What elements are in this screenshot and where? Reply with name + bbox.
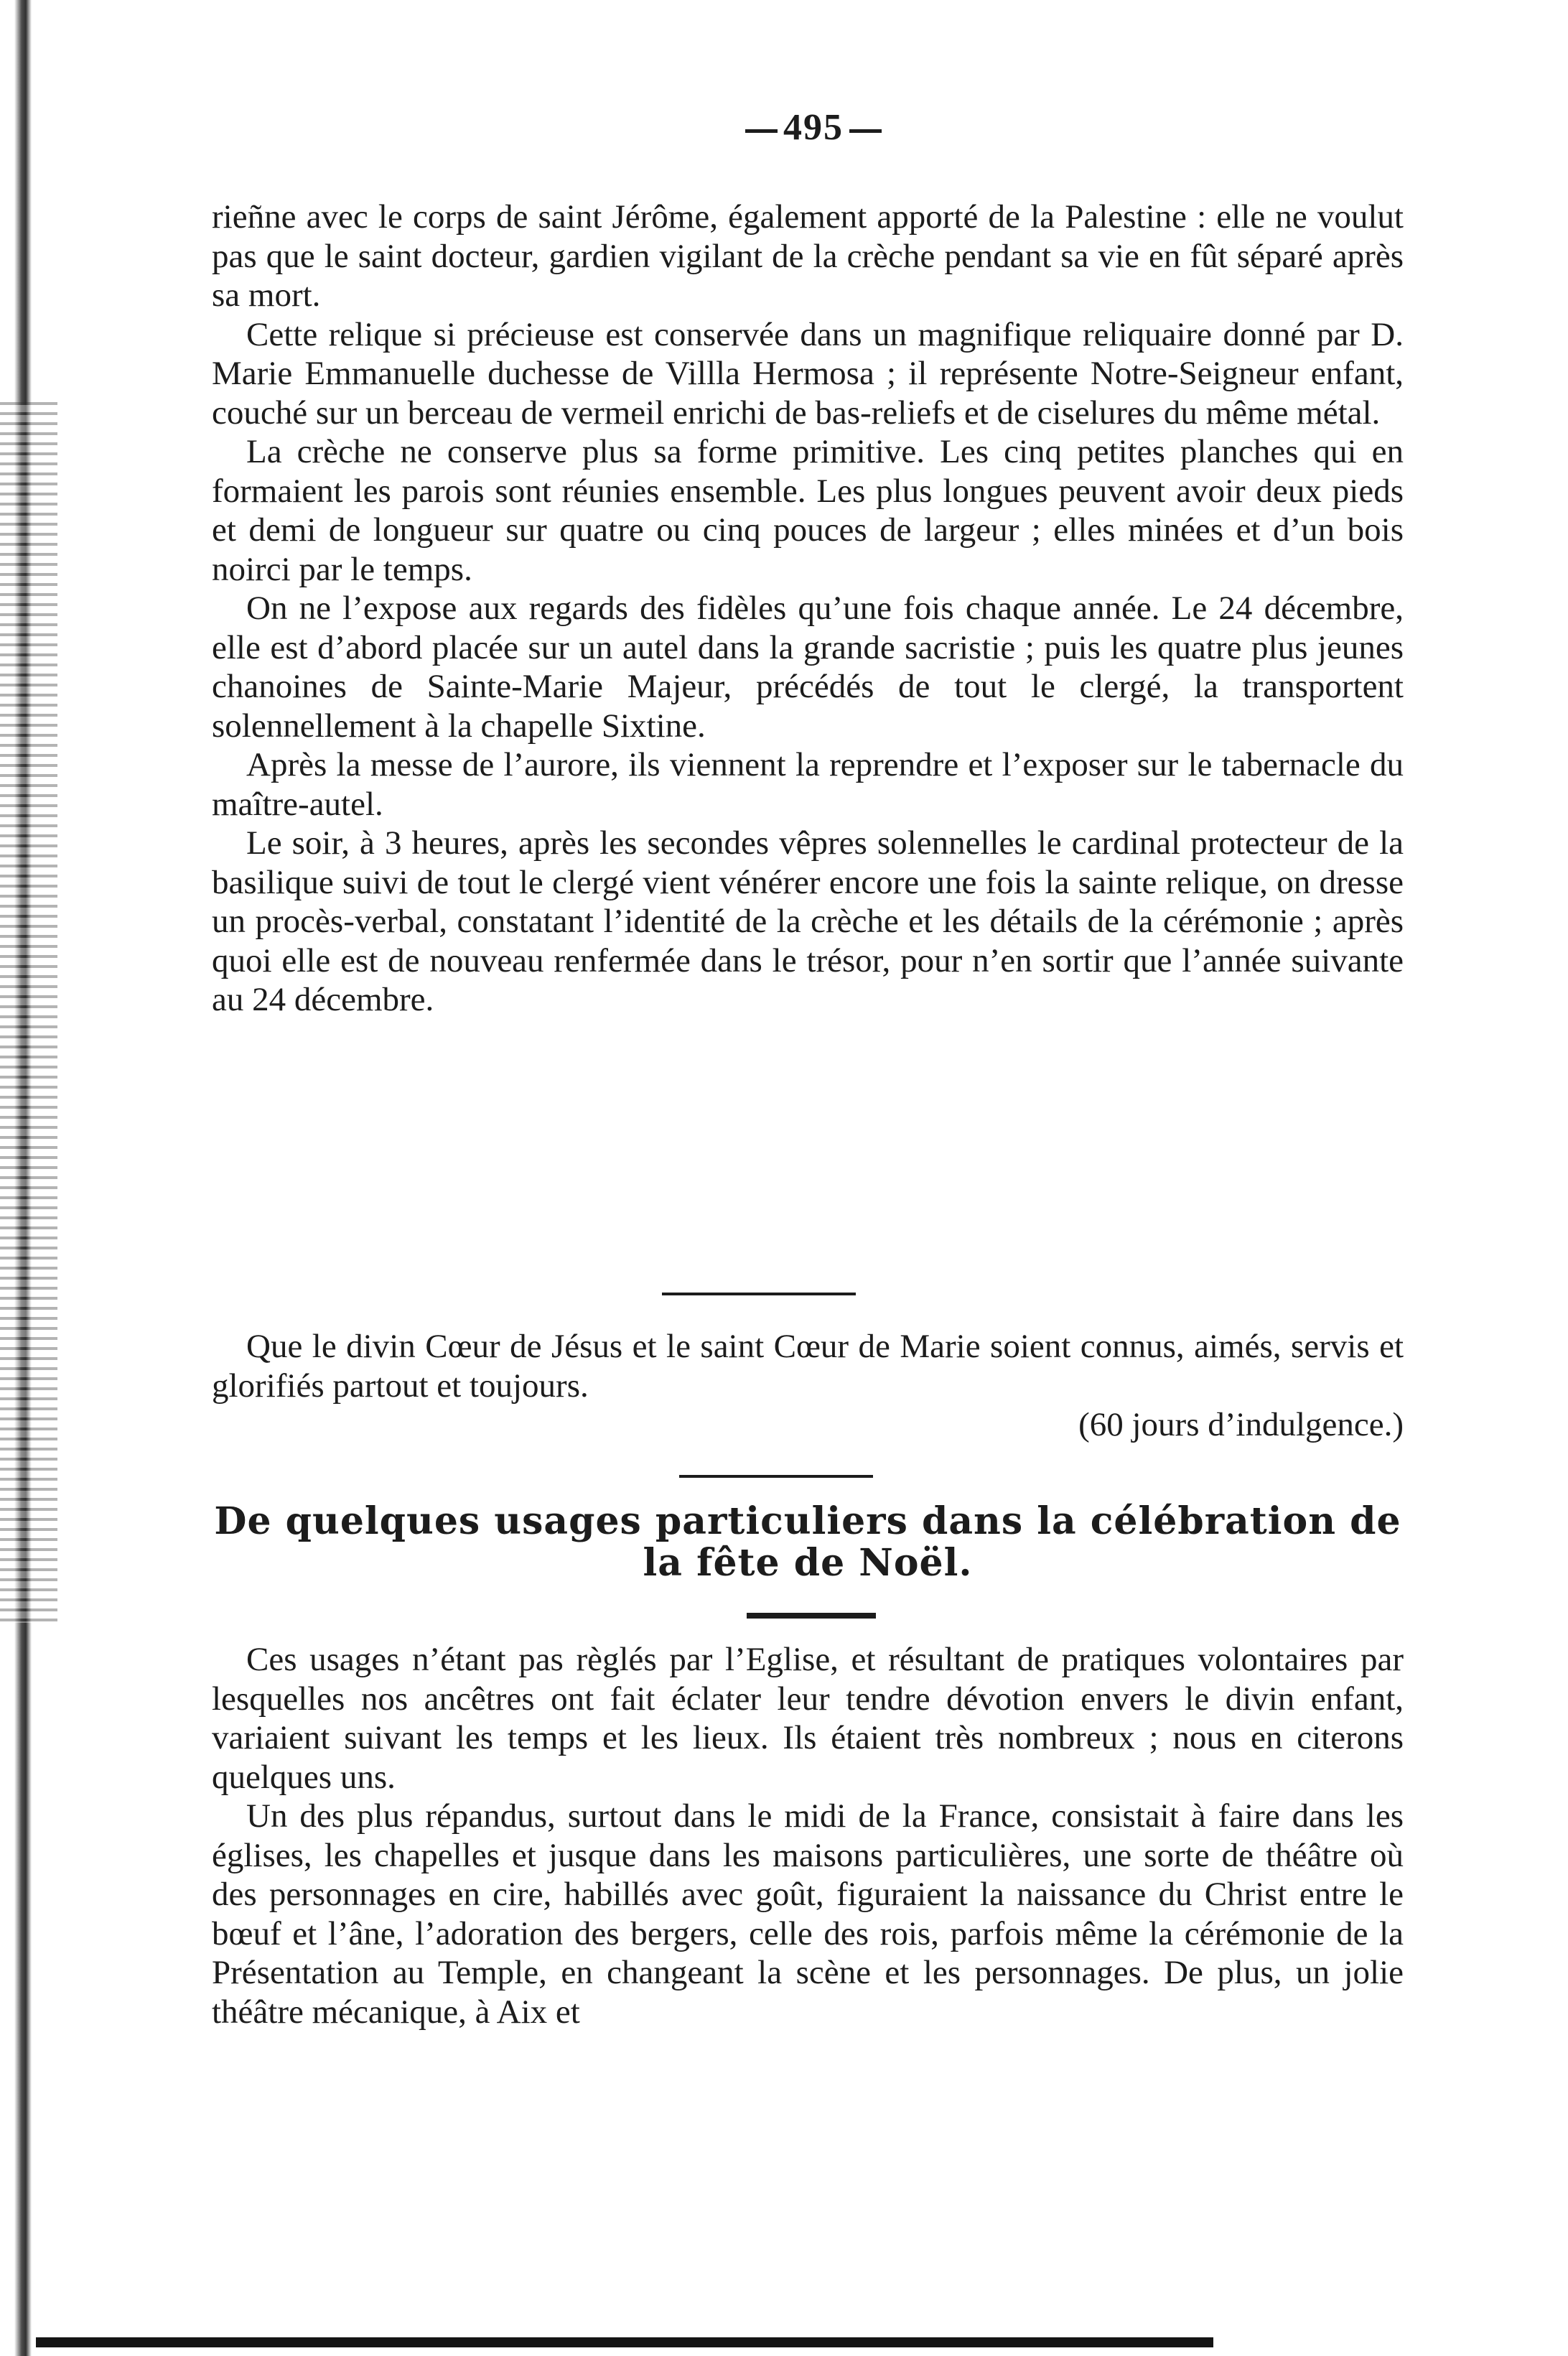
paragraph: On ne l’expose aux regards des fidèles qu’une fois chaque année. Le 24 décembre, elle est d’abord placée sur un autel dans la grande sacristie ; puis les quatre plus jeunes chanoines de Sainte-Marie Majeur, précédés de tout le clergé, la transportent solennellement à la chapelle Sixtine. — [212, 590, 1404, 745]
paragraph: Ces usages n’étant pas règlés par l’Eglise, et résultant de pratiques volontaires par lesquelles nos ancêtres ont fait éclater leur tendre dévotion envers le divin enfant, variaient suivant les temps et les lieux. Ils étaient très nombreux ; nous en citerons quelques uns. — [212, 1641, 1404, 1796]
paragraph: Cette relique si précieuse est conservée dans un magnifique reliquaire donné par D. Marie Emmanuelle duchesse de Villla Hermosa ; il représente Notre-Seigneur enfant, couché sur un berceau de vermeil enrichi de bas-reliefs et de ciselures du même métal. — [212, 315, 1404, 432]
scan-bottom-edge — [36, 2337, 1213, 2347]
section-heading: De quelques usages particuliers dans la célébration de la fête de Noël. — [214, 1499, 1401, 1585]
separator-rule — [679, 1475, 873, 1478]
paragraph: La crèche ne conserve plus sa forme primitive. Les cinq petites planches qui en formaient les parois sont réunies ensemble. Les plus longues peuvent avoir deux pieds et demi de longueur sur quatre ou cinq pouces de largeur ; elles minées et d’un bois noirci par le temps. — [212, 433, 1404, 588]
paragraph: Le soir, à 3 heures, après les secondes vêpres solennelles le cardinal protecteur de la basilique suivi de tout le clergé vient vénérer encore une fois la sainte relique, on dresse un procès-verbal, constatant l’identité de la crèche et les détails de la cérémonie ; après quoi elle est de nouveau renfermée dans le trésor, pour n’en sortir que l’année suivante au 24 décembre. — [212, 824, 1404, 1018]
paragraph: rieñne avec le corps de saint Jérôme, également apporté de la Palestine : elle ne voulut pas que le saint docteur, gardien vigilant de la crèche pendant sa vie en fût séparé après sa mort. — [212, 198, 1404, 314]
separator-rule — [662, 1293, 856, 1295]
paragraph: Un des plus répandus, surtout dans le midi de la France, consistait à faire dans les églises, les chapelles et jusque dans les maisons particulières, une sorte de théâtre où des personnages en cire, habillés avec goût, figuraient la naissance du Christ entre le bœuf et l’âne, l’adoration des bergers, celle des rois, parfois même la cérémonie de la Présentation au Temple, en changeant la scène et les personnages. De plus, un jolie théâtre mécanique, à Aix et — [212, 1797, 1404, 2031]
indulgence-note: (60 jours d’indulgence.) — [1078, 1406, 1404, 1443]
prayer-text: Que le divin Cœur de Jésus et le saint Cœur de Marie soient connus, aimés, servis et glorifiés partout et toujours. — [212, 1328, 1404, 1405]
page-number: 495 — [739, 106, 887, 149]
prayer-block — [212, 1327, 1404, 1445]
section-usages-noel — [212, 1640, 1404, 2031]
paragraph: Après la messe de l’aurore, ils viennent la reprendre et l’exposer sur le tabernacle du maître-autel. — [212, 746, 1404, 823]
section-crèche-relique — [212, 197, 1404, 1020]
heading-ornament-rule — [747, 1613, 876, 1619]
scan-margin-noise — [0, 402, 57, 1623]
